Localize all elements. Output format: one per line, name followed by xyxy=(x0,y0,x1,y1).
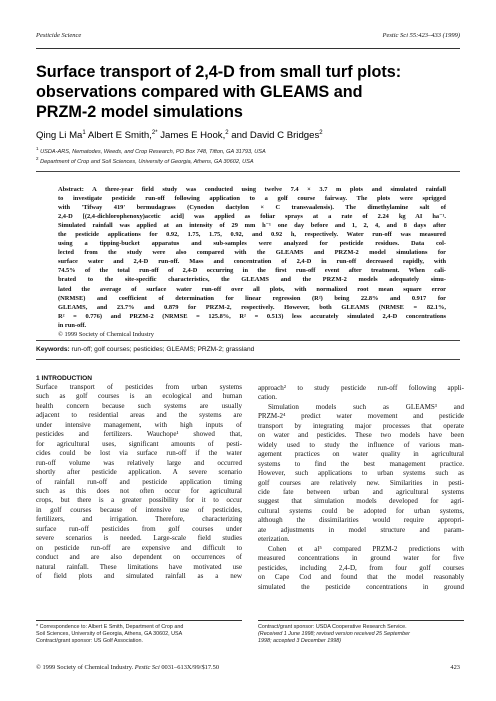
abstract-label: Abstract: xyxy=(58,186,84,193)
author-2-mark: 2* xyxy=(151,130,158,136)
body-line: agement practices on water quality in agricultural xyxy=(258,450,464,459)
body-line: widely used to study the influence of various man- xyxy=(258,440,464,449)
body-line: such as golf courses is an ecological and human xyxy=(36,392,242,401)
body-line: on pesticide run-off are expensive and difficult to xyxy=(36,543,242,552)
body-line: pesticides, including 2,4-D, from four golf courses xyxy=(258,563,464,572)
footnote-right xyxy=(258,624,464,646)
body-line: eterization. xyxy=(258,535,290,544)
affiliation-2 xyxy=(36,156,466,165)
abstract-line: the pesticide applications for 0.92, 1.75, 1.75, 0.92, and 0.92 h, respectively. Water run-off was measured xyxy=(58,231,446,239)
grant-sponsor: Contract/grant sponsor: US Golf Association. xyxy=(36,638,143,645)
grant-sponsor: Contract/grant sponsor: USDA Cooperative Research Service. xyxy=(258,624,407,630)
author-1: Qing Li Ma xyxy=(36,130,83,142)
body-line: of rainfall run-off and pesticide application timing xyxy=(36,477,242,486)
body-line: severe scenarios is needed. Large-scale field studies xyxy=(36,534,242,543)
keywords-top-rule xyxy=(36,340,460,341)
author-2: Albert E Smith, xyxy=(85,130,152,142)
body-line: suggest that simulation models developed for agri- xyxy=(258,497,464,506)
keywords-bottom-rule xyxy=(36,359,460,360)
body-line: simulated the pesticide concentrations in ground xyxy=(258,582,464,591)
abstract-line: lated the average of surface water run-off over all plots, with normalized root mean square error xyxy=(58,285,446,293)
body-line: PRZM-2⁴ predict water movement and pesticide xyxy=(258,412,464,421)
body-line: under intensive management, with high inputs of xyxy=(36,420,242,429)
title-line-1: Surface transport of 2,4-D from small turf plots: xyxy=(36,63,402,81)
abstract-line: (NRMSE) and coefficient of determination for linear regression (R²) being 22.8% and 0.917 for xyxy=(58,294,446,302)
body-line: for agricultural uses, significant amounts of pesti- xyxy=(36,439,242,448)
body-line: Cohen et al⁵ compared PRZM-2 predictions with xyxy=(268,544,464,553)
abstract-line: with 'Tifway 419' bermudagrass (Cynodon dactylon × C transvaalensis). The dimethylamine salt of xyxy=(58,204,446,212)
footer-citation xyxy=(36,664,219,671)
abstract-line: R² = 0.776) and PRZM-2 (NRMSE = 125.8%, R² = 0.513) less accurately simulated 2,4-D concentrations xyxy=(58,312,446,320)
body-line: adjacent to residential areas and the systems are xyxy=(36,411,242,420)
body-line: such as this does not often occur for agricultural xyxy=(36,486,242,495)
body-line: approach² to study pesticide run-off following appli- xyxy=(258,384,464,392)
body-line: crops, but there is a greater possibility for it to occur xyxy=(36,496,242,505)
received-dates: (Received 1 June 1998; revised version received 25 September xyxy=(258,631,410,638)
body-line: Surface transport of pesticides from urban systems xyxy=(36,383,242,391)
abstract-line: 74.5% of the total run-off of 2,4-D occurring in the first run-off event after treatment. When cali- xyxy=(58,267,446,275)
body-line: cultural systems could be adopted for urban systems, xyxy=(258,506,464,515)
footer-copyright: © 1999 Society of Chemical Industry. xyxy=(36,664,134,671)
author-list xyxy=(36,130,466,141)
body-line: Simulation models such as GLEAMS³ and xyxy=(268,402,464,411)
abstract-line: brated to the site-specific characteristics, the GLEAMS and the PRZM-2 models adequately simu- xyxy=(58,276,446,284)
body-line: run-off volume was relatively large and occurred xyxy=(36,458,242,467)
abstract-copyright: © 1999 Society of Chemical Industry xyxy=(58,330,154,338)
left-column xyxy=(36,374,242,582)
accepted-date: 1998; accepted 3 December 1998) xyxy=(258,638,342,645)
abstract-top-rule xyxy=(36,171,460,172)
abstract-line: in run-off. xyxy=(58,321,87,329)
affiliation-2-mark: 2 xyxy=(36,156,39,161)
author-3-mark: 2 xyxy=(225,130,229,136)
footnote-rule-right xyxy=(258,620,464,621)
body-line: conduct and are also dependent on occurrences of xyxy=(36,553,242,562)
abstract-line: Simulated rainfall was applied at an intensity of 29 mm h⁻¹ one day before and 1, 2, 4, and 8 days after xyxy=(58,222,446,230)
abstract-line: using a tipping-bucket apparatus and sub-samples were analyzed for pesticide residues. Data col- xyxy=(58,240,446,248)
footer-journal: Pestic Sci xyxy=(134,664,160,671)
affiliation-1-text: USDA-ARS, Nematodes, Weeds, and Crop Research, PO Box 748, Tifton, GA 31793, USA xyxy=(38,148,266,155)
body-line: in golf courses because of intensive use of pesticides, xyxy=(36,505,242,514)
journal-name: Pesticide Science xyxy=(36,32,82,39)
abstract xyxy=(58,185,446,347)
section-heading: 1 INTRODUCTION xyxy=(36,375,93,382)
citation: Pestic Sci 55:423–433 (1999) xyxy=(382,32,460,39)
body-line: natural rainfall. These limitations have motivated use xyxy=(36,562,242,571)
keywords xyxy=(36,346,466,353)
affiliation-1-mark: 1 xyxy=(36,146,39,151)
keywords-label: Keywords: xyxy=(36,346,70,353)
body-line: although the dissimilarities would require appropri- xyxy=(258,516,464,525)
article-title xyxy=(36,62,466,122)
body-line: golf courses are relatively new. Similarities in pesti- xyxy=(258,478,464,487)
abstract-line: surface water and 2,4-D run-off. Mass and concentration of 2,4-D in run-off decreased rapidly, with xyxy=(58,258,446,266)
body-line: fertilizers, and irrigation. Therefore, characterizing xyxy=(36,515,242,524)
author-1-mark: 1 xyxy=(82,130,86,136)
title-line-3: PRZM-2 model simulations xyxy=(36,103,243,121)
page-footer xyxy=(36,664,460,671)
body-line: of field plots and simulated rainfall as a new xyxy=(36,572,242,581)
footnote-rule-left xyxy=(36,620,242,621)
running-header xyxy=(36,32,460,46)
body-line: shortly after pesticide application. A severe scenario xyxy=(36,468,242,477)
abstract-line: GLEAMS, and 23.7% and 0.879 for PRZM-2, respectively. However, both GLEAMS (NRMSE = 82.1%, xyxy=(58,303,446,311)
body-line: cation. xyxy=(258,393,277,402)
body-line: on water and pesticides. These two models have been xyxy=(258,431,464,440)
body-line: However, such applications to urban systems such as xyxy=(258,469,464,478)
abstract-line: 2,4-D [(2,4-dichlorophenoxy)acetic acid] was applied as foliar sprays at a rate of 2.24 kg AI ha⁻¹. xyxy=(58,213,446,221)
title-line-2: observations compared with GLEAMS and xyxy=(36,83,363,101)
body-line: surface run-off pesticides from golf courses under xyxy=(36,524,242,533)
body-line: cide fate between urban and agricultural systems xyxy=(258,487,464,496)
author-3: James E Hook, xyxy=(157,130,226,142)
abstract-line xyxy=(58,185,446,194)
correspondence-address: Soil Sciences, University of Georgia, Athens, GA 30602, USA xyxy=(36,631,183,638)
footnote-left xyxy=(36,624,242,646)
page-number: 423 xyxy=(450,664,460,671)
affiliation-1 xyxy=(36,146,466,155)
body-line: health concern because such systems are usually xyxy=(36,401,242,410)
body-line: systems to find the best management practice. xyxy=(258,459,464,468)
abstract-line: lected from the study were also compared with the GLEAMS and PRZM-2 model simulations for xyxy=(58,249,446,257)
keywords-text: run-off; golf courses; pesticides; GLEAMS; PRZM-2; grassland xyxy=(69,346,255,353)
header-rule xyxy=(36,48,460,49)
right-column xyxy=(258,384,464,592)
correspondence: * Correspondence to: Albert E Smith, Department of Crop and xyxy=(36,624,184,630)
footer-issn: 0031–613X/99/$17.50 xyxy=(159,664,220,671)
affiliation-2-text: Department of Crop and Soil Sciences, University of Georgia, Athens, GA 30602, USA xyxy=(38,158,254,165)
body-line: pesticides and fertilizers. Wauchope¹ showed that, xyxy=(36,430,242,439)
body-line: cides could be lost via surface run-off if the water xyxy=(36,449,242,458)
body-line: transport by integrating major processes that operate xyxy=(258,421,464,430)
abstract-line: to investigate pesticide run-off following application to a golf course fairway. The plots were sprigged xyxy=(58,195,446,203)
author-4: and David C Bridges xyxy=(228,130,320,142)
body-line: ate adjustments in model structure and param- xyxy=(258,525,464,534)
body-line: measured concentrations in ground water for five xyxy=(258,554,464,563)
author-4-mark: 2 xyxy=(319,130,323,136)
body-line: on Cape Cod and found that the model reasonably xyxy=(258,573,464,582)
abstract-text: A three-year field study was conducted using twelve 7.4 × 3.7 m plots and simulated rainfall xyxy=(83,186,446,193)
